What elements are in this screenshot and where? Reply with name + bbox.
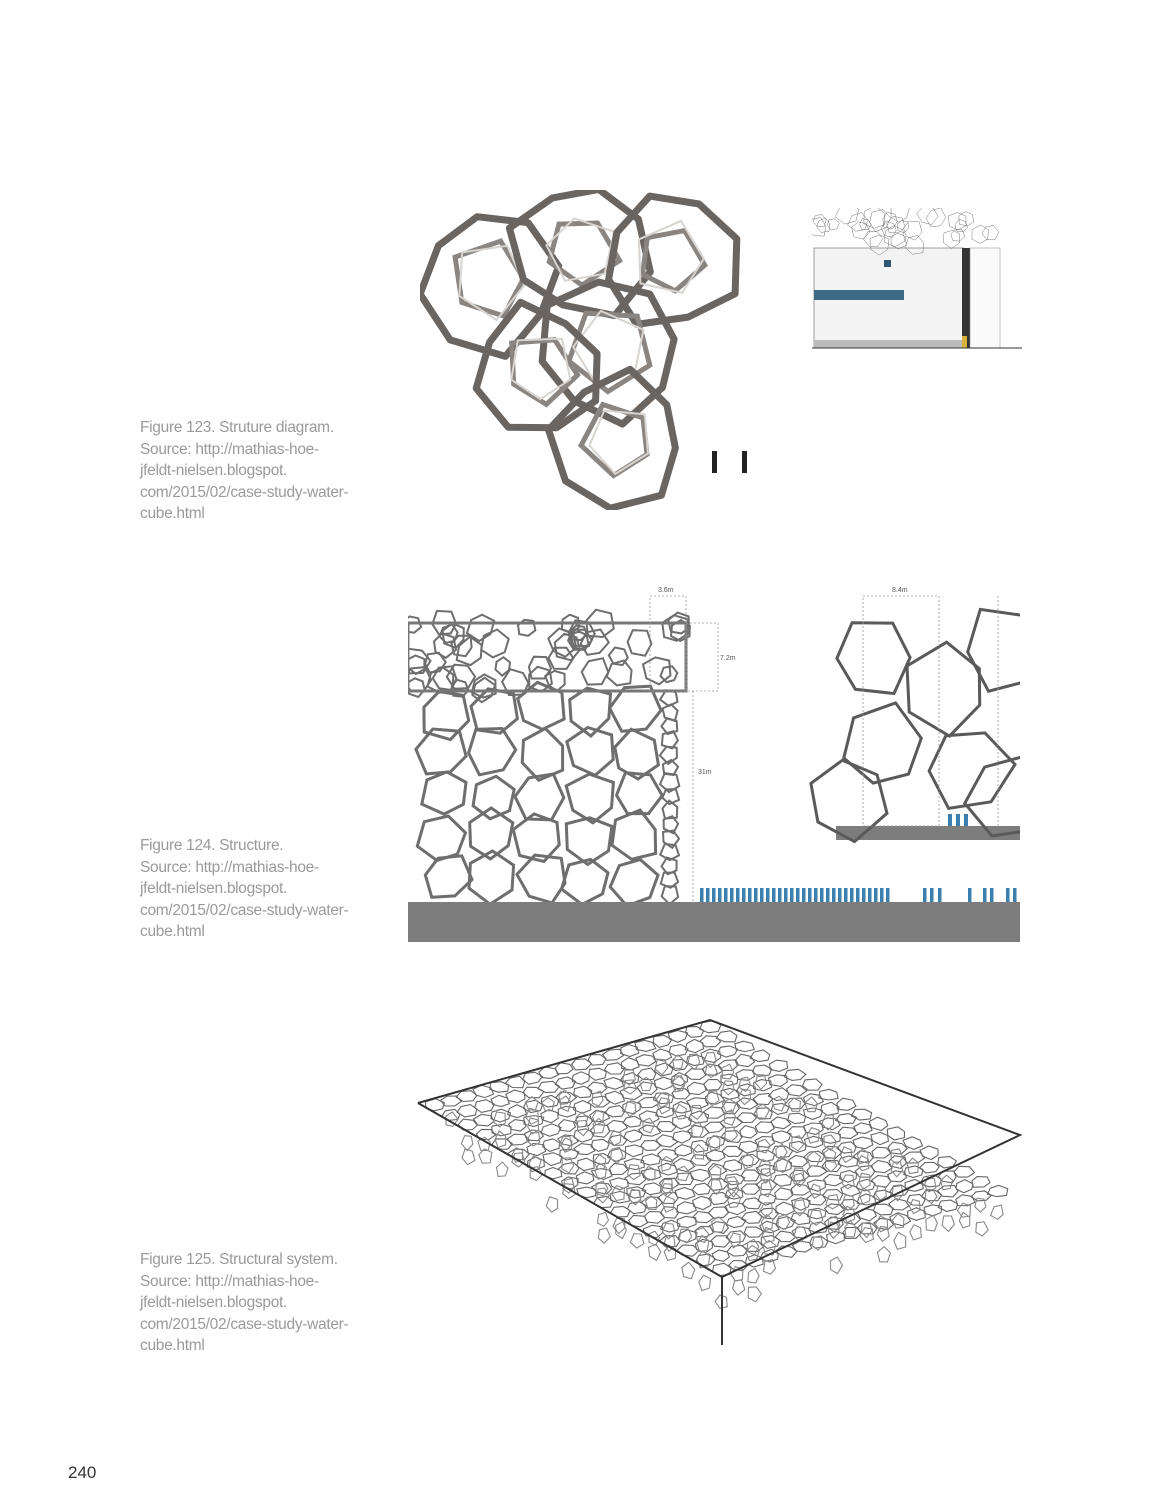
structure-cell bbox=[872, 1147, 891, 1158]
structure-cell bbox=[988, 1185, 1008, 1196]
structure-cell bbox=[649, 1244, 661, 1260]
structure-cell bbox=[712, 1217, 726, 1232]
structure-cell bbox=[733, 1280, 745, 1295]
structure-cell bbox=[877, 1247, 890, 1262]
human-figure bbox=[856, 888, 860, 902]
structure-cell bbox=[725, 1127, 738, 1141]
structure-cell bbox=[871, 1132, 889, 1144]
structure-cell bbox=[844, 703, 922, 783]
human-figure bbox=[930, 888, 934, 902]
figure-123-elevation-drawing bbox=[812, 208, 1022, 353]
structure-cell bbox=[738, 1089, 750, 1104]
structure-cell bbox=[804, 1108, 823, 1120]
human-figure bbox=[814, 888, 818, 902]
structure-cell bbox=[685, 1069, 706, 1080]
human-figure bbox=[990, 888, 994, 902]
structure-cell bbox=[775, 1231, 795, 1242]
human-figure bbox=[983, 888, 987, 902]
figure-125-structural-system-3d bbox=[410, 1015, 1025, 1350]
structure-cell bbox=[789, 1156, 808, 1167]
structure-cell bbox=[523, 1087, 544, 1098]
structure-cell bbox=[658, 1192, 679, 1203]
human-figure bbox=[808, 888, 812, 902]
human-figure bbox=[700, 888, 704, 902]
structure-cell bbox=[682, 1262, 695, 1278]
human-figure bbox=[748, 888, 752, 902]
structure-cell bbox=[462, 1149, 475, 1165]
structure-cell bbox=[887, 1127, 904, 1140]
human-figure bbox=[766, 888, 770, 902]
structure-cell bbox=[673, 1055, 684, 1068]
structure-cell bbox=[721, 1074, 738, 1086]
structure-cell bbox=[748, 1287, 761, 1302]
structure-cell bbox=[808, 1151, 821, 1166]
structure-cell bbox=[578, 1121, 589, 1136]
structure-cell bbox=[709, 1165, 721, 1180]
human-figure bbox=[778, 888, 782, 902]
structure-cell bbox=[908, 1208, 926, 1221]
structure-cell bbox=[677, 1217, 696, 1228]
human-figure bbox=[754, 888, 758, 902]
structure-cell bbox=[956, 1180, 973, 1193]
structure-cell bbox=[742, 1242, 763, 1252]
structure-cell bbox=[869, 1117, 888, 1130]
structure-cell bbox=[582, 658, 609, 684]
human-figure bbox=[820, 888, 824, 902]
human-figure bbox=[1006, 888, 1010, 902]
structure-cell bbox=[628, 630, 652, 656]
structure-cell bbox=[853, 1137, 873, 1149]
structure-cell bbox=[776, 1202, 795, 1215]
structure-cell bbox=[625, 1145, 643, 1157]
figure-125-caption bbox=[140, 1249, 370, 1357]
structure-cell bbox=[910, 1225, 921, 1240]
structure-cell bbox=[686, 1027, 704, 1038]
human-figure bbox=[868, 888, 872, 902]
structure-cell bbox=[509, 190, 650, 316]
structure-cell bbox=[750, 1050, 770, 1062]
structure-cell bbox=[756, 1104, 769, 1118]
caption-line: cube.html bbox=[140, 1337, 205, 1354]
structure-cell bbox=[566, 774, 613, 823]
structure-cell bbox=[854, 1123, 872, 1134]
structure-cell bbox=[641, 1154, 661, 1165]
structure-cell bbox=[727, 1245, 748, 1256]
structure-cell bbox=[566, 818, 612, 865]
human-figure bbox=[886, 888, 890, 902]
human-figure bbox=[724, 888, 728, 902]
caption-line: cube.html bbox=[140, 505, 205, 522]
structure-cell bbox=[757, 1150, 775, 1161]
figure-124-caption bbox=[140, 835, 370, 943]
structure-cell bbox=[461, 1136, 473, 1151]
human-figure bbox=[760, 888, 764, 902]
structure-cell bbox=[841, 1147, 853, 1163]
page-number: 240 bbox=[68, 1463, 97, 1482]
structure-cell bbox=[968, 609, 1020, 691]
human-figure bbox=[802, 888, 806, 902]
structure-cell bbox=[473, 776, 514, 819]
human-figure bbox=[784, 888, 788, 902]
structure-cell bbox=[441, 1096, 462, 1106]
structure-cell bbox=[481, 630, 509, 658]
structure-cell bbox=[826, 1195, 840, 1209]
structure-cell bbox=[803, 1094, 823, 1106]
structure-cell bbox=[615, 729, 659, 779]
structure-cell bbox=[688, 1054, 700, 1070]
structure-cell bbox=[609, 196, 737, 324]
human-figure bbox=[712, 451, 717, 473]
structure-cell bbox=[688, 1125, 709, 1137]
structure-cell bbox=[612, 810, 656, 859]
structure-cell bbox=[660, 690, 677, 706]
structure-cell bbox=[704, 1080, 722, 1091]
human-figure bbox=[862, 888, 866, 902]
structure-cell bbox=[635, 1040, 656, 1051]
dimension-8-4m: 8.4m bbox=[892, 587, 908, 594]
structure-cell bbox=[736, 1070, 755, 1081]
structure-cell bbox=[954, 1166, 975, 1177]
structure-cell bbox=[610, 686, 661, 731]
structure-cell bbox=[692, 1122, 704, 1137]
structure-cell bbox=[636, 1055, 656, 1066]
human-figure bbox=[712, 888, 716, 902]
human-figure bbox=[1013, 888, 1017, 902]
structure-cell bbox=[756, 1075, 767, 1090]
structure-cell bbox=[543, 1153, 562, 1166]
structure-cell bbox=[784, 1069, 806, 1080]
human-figure bbox=[742, 888, 746, 902]
human-figure bbox=[844, 888, 848, 902]
structure-cell bbox=[748, 1268, 759, 1283]
structure-cell bbox=[408, 656, 424, 674]
structure-cell bbox=[699, 1275, 711, 1290]
structure-cell bbox=[598, 1212, 609, 1226]
human-figure bbox=[880, 888, 884, 902]
structure-cell bbox=[700, 1036, 721, 1047]
structure-cell bbox=[655, 1063, 674, 1076]
structure-cell bbox=[836, 1114, 857, 1124]
human-figure bbox=[742, 451, 747, 473]
human-figure bbox=[736, 888, 740, 902]
structure-cell bbox=[479, 1149, 492, 1163]
structure-cell bbox=[610, 1164, 628, 1175]
structure-cell bbox=[740, 1126, 757, 1139]
structure-cell bbox=[662, 886, 678, 904]
structure-cell bbox=[576, 1172, 594, 1184]
caption-line: jfeldt-nielsen.blogspot. bbox=[140, 1294, 288, 1311]
structure-cell bbox=[675, 1145, 692, 1156]
structure-cell bbox=[830, 1257, 842, 1274]
structure-cell bbox=[837, 1098, 856, 1110]
structure-cell bbox=[607, 1120, 627, 1132]
human-figure bbox=[838, 888, 842, 902]
human-figure bbox=[718, 888, 722, 902]
dimension-3-6m: 3.6m bbox=[658, 587, 674, 594]
structure-cell bbox=[643, 231, 705, 291]
structure-cell bbox=[693, 1212, 713, 1223]
structure-cell bbox=[727, 1192, 741, 1207]
structure-cell bbox=[739, 1141, 758, 1153]
structure-cell bbox=[807, 1128, 819, 1144]
human-figure bbox=[826, 888, 830, 902]
structure-cell bbox=[628, 1165, 641, 1180]
structure-cell bbox=[909, 1200, 920, 1214]
human-figure bbox=[790, 888, 794, 902]
structure-cell bbox=[408, 678, 425, 697]
structure-cell bbox=[722, 1064, 734, 1079]
structure-cell bbox=[775, 1188, 793, 1200]
caption-line: Source: http://mathias-hoe- bbox=[140, 858, 319, 876]
structure-cell bbox=[926, 1215, 938, 1231]
structure-cell bbox=[572, 1072, 589, 1085]
caption-line: jfeldt-nielsen.blogspot. bbox=[140, 462, 288, 479]
structure-cell bbox=[630, 1234, 644, 1248]
structure-cell bbox=[562, 859, 609, 904]
structure-cell bbox=[669, 1044, 688, 1056]
structure-cell bbox=[661, 1207, 679, 1218]
structure-cell bbox=[861, 1222, 872, 1237]
structure-cell bbox=[610, 860, 658, 906]
caption-line: jfeldt-nielsen.blogspot. bbox=[140, 880, 288, 897]
structure-cell bbox=[598, 1228, 610, 1243]
structure-cell bbox=[655, 1077, 674, 1090]
structure-cell bbox=[837, 623, 910, 694]
caption-line: Figure 124. Structure. bbox=[140, 837, 284, 854]
caption-line: com/2015/02/case-study-water- bbox=[140, 483, 349, 501]
structure-cell bbox=[704, 1107, 725, 1118]
structure-cell bbox=[522, 729, 562, 781]
structure-cell bbox=[657, 1122, 677, 1132]
structure-cell bbox=[526, 1097, 539, 1110]
structure-cell bbox=[662, 615, 688, 641]
human-figure bbox=[956, 814, 960, 826]
structure-cell bbox=[851, 1109, 871, 1120]
structure-cell bbox=[876, 1186, 887, 1200]
structure-cell bbox=[524, 1116, 544, 1127]
human-figure bbox=[968, 888, 972, 902]
dimension-7-2m: 7.2m bbox=[720, 655, 736, 662]
figure-123-caption bbox=[140, 417, 370, 525]
structure-cell bbox=[991, 1205, 1004, 1219]
human-figure bbox=[772, 888, 776, 902]
structure-cell bbox=[574, 1086, 592, 1098]
structure-cell bbox=[541, 1110, 558, 1123]
structure-cell bbox=[541, 1124, 561, 1136]
human-figure bbox=[923, 888, 927, 902]
structure-cell bbox=[788, 1113, 806, 1123]
human-figure bbox=[964, 814, 968, 826]
structure-cell bbox=[693, 1196, 712, 1209]
structure-cell bbox=[803, 1079, 822, 1090]
structure-cell bbox=[741, 1170, 759, 1181]
structure-cell bbox=[770, 1060, 788, 1071]
caption-line: com/2015/02/case-study-water- bbox=[140, 1315, 349, 1333]
structure-cell bbox=[938, 1185, 958, 1197]
structure-cell bbox=[610, 1191, 629, 1203]
human-figure bbox=[730, 888, 734, 902]
structure-cell bbox=[425, 856, 472, 898]
structure-cell bbox=[643, 657, 670, 684]
structure-cell bbox=[889, 1199, 909, 1210]
structure-cell bbox=[691, 1169, 710, 1181]
figure-124-structure-section bbox=[408, 578, 1020, 942]
structure-cell bbox=[925, 1190, 937, 1204]
structure-cell bbox=[555, 1063, 573, 1074]
human-figure bbox=[796, 888, 800, 902]
structure-cell bbox=[546, 1197, 557, 1212]
caption-line: cube.html bbox=[140, 923, 205, 940]
structure-cell bbox=[625, 1102, 636, 1117]
structure-cell bbox=[722, 1146, 743, 1156]
structure-cell bbox=[469, 729, 516, 775]
caption-line: Figure 123. Struture diagram. bbox=[140, 419, 334, 436]
structure-cell bbox=[976, 1222, 988, 1236]
structure-cell bbox=[509, 1120, 526, 1132]
human-figure bbox=[948, 814, 952, 826]
structure-cell bbox=[663, 1196, 675, 1212]
structure-cell bbox=[542, 1098, 554, 1111]
structure-cell bbox=[475, 1100, 495, 1113]
structure-cell bbox=[497, 1162, 508, 1176]
structure-cell bbox=[942, 1216, 954, 1232]
human-figure bbox=[706, 888, 710, 902]
structure-cell bbox=[819, 1089, 838, 1100]
structure-cell bbox=[577, 1158, 594, 1170]
structure-cell bbox=[408, 616, 421, 632]
caption-line: Source: http://mathias-hoe- bbox=[140, 440, 319, 458]
caption-line: com/2015/02/case-study-water- bbox=[140, 901, 349, 919]
structure-cell bbox=[821, 1102, 839, 1115]
caption-line: Source: http://mathias-hoe- bbox=[140, 1272, 319, 1290]
structure-cell bbox=[735, 1041, 754, 1051]
human-figure bbox=[832, 888, 836, 902]
structure-cell bbox=[972, 1177, 990, 1188]
structure-cell bbox=[726, 1217, 746, 1228]
structure-cell bbox=[508, 1149, 530, 1160]
structure-cell bbox=[447, 665, 475, 689]
figure-123-structure-diagram bbox=[420, 190, 770, 510]
structure-cell bbox=[422, 772, 466, 814]
human-figure bbox=[850, 888, 854, 902]
structure-cell bbox=[417, 816, 465, 861]
structure-cell bbox=[559, 1120, 576, 1132]
structure-cell bbox=[506, 1090, 525, 1103]
structure-cell bbox=[929, 733, 1015, 809]
human-figure bbox=[938, 888, 942, 902]
structure-cell bbox=[639, 1111, 659, 1124]
structure-cell bbox=[723, 1081, 735, 1095]
structure-cell bbox=[894, 1232, 906, 1249]
structure-cell bbox=[920, 1146, 938, 1160]
caption-line: Figure 125. Structural system. bbox=[140, 1251, 338, 1268]
structure-cell bbox=[656, 1135, 677, 1147]
human-figure bbox=[874, 888, 878, 902]
dimension-31m: 31m bbox=[698, 769, 712, 776]
